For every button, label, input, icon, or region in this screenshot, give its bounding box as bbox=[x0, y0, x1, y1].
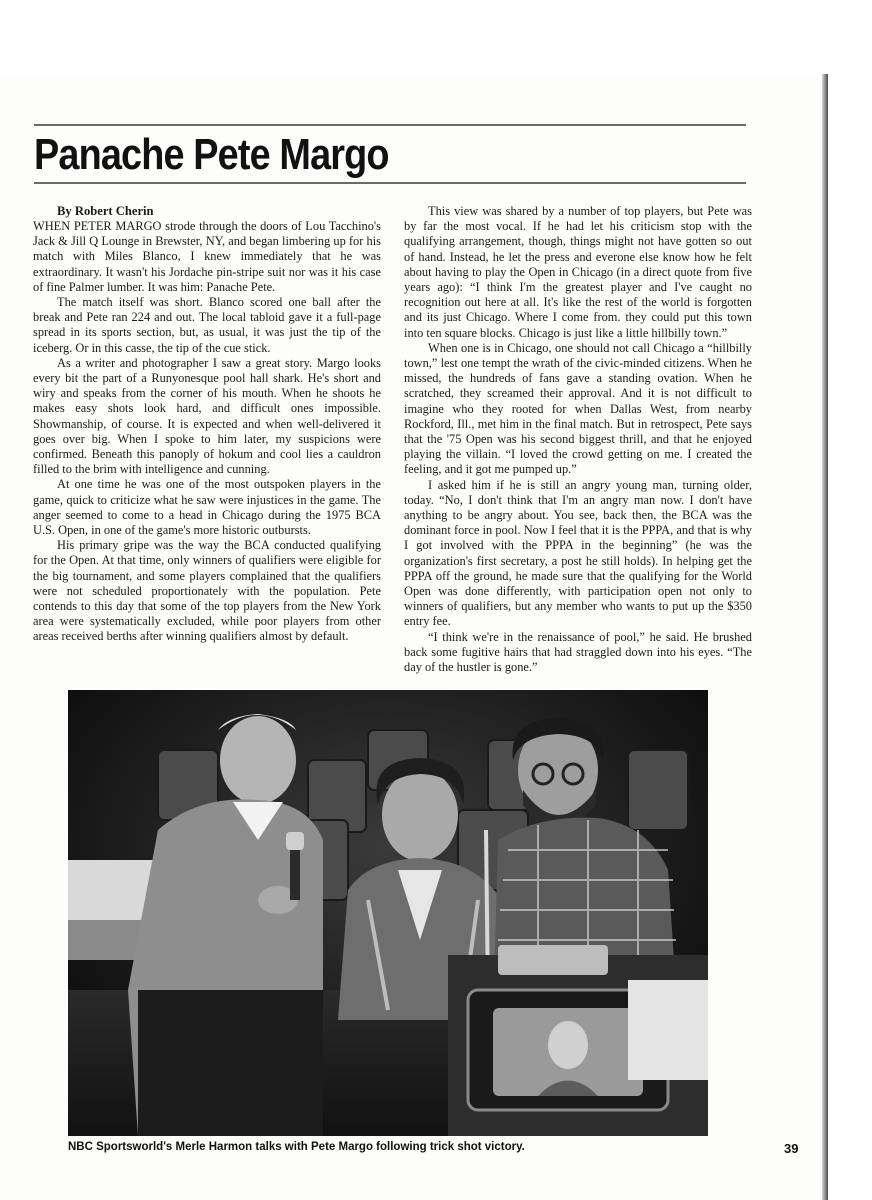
interview-photo-illustration bbox=[68, 690, 708, 1136]
article-paragraph: This view was shared by a number of top players, but Pete was by far the most vocal. If he had let his criticism stop with the qualifying arrangement, though, things might not have gotten so out of hand. Instead, he let the press and everone else know how he felt about having to play the Open in Chicago (in a direct quote from five years ago): “I think I'm the greatest player and I've caught no recognition out here at all. It's like the rest of the world is forgotten and its just Chicago. Where I come from. they could put this town into ten square blocks. Chicago is just like a little hillbilly town.” bbox=[404, 204, 752, 340]
article-paragraph: I asked him if he is still an angry young man, turning older, today. “No, I don't think that I'm an angry man now. I don't have anything to be angry about. You see, back then, the BCA was the dominant force in pool. Now I feel that it is the PPPA, and that is why I got involved with the PPPA in the beginning” (he was the organization's first secretary, a post he still holds). In helping get the PPPA off the ground, he made sure that the qualifying for the World Open was done differently, with participation open not only to winners of qualifiers, but any member who wants to put up the $350 entry fee. bbox=[404, 477, 752, 629]
photo-caption: NBC Sportsworld's Merle Harmon talks with Pete Margo following trick shot victory. bbox=[68, 1141, 525, 1153]
article-paragraph: “I think we're in the renaissance of pool,” he said. He brushed back some fugitive hairs that had straggled down into his eyes. “The day of the hustler is gone.” bbox=[404, 629, 752, 675]
page-edge-background bbox=[828, 74, 872, 1200]
page-number: 39 bbox=[784, 1141, 799, 1156]
article-paragraph: The match itself was short. Blanco scored one ball after the break and Pete ran 224 and out. The local tabloid gave it a full-page spread in its sports section, but, as usual, it was just the tip of the iceberg. Or in this casse, the tip of the cue stick. bbox=[33, 295, 381, 355]
article-title: Panache Pete Margo bbox=[34, 130, 389, 179]
article-paragraph: At one time he was one of the most outspoken players in the game, quick to criticize what he saw were injustices in the game. The anger seemed to come to a head in Chicago during the 1975 BCA U.S. Open, in one of the game's more historic outbursts. bbox=[33, 477, 381, 538]
headline-rule-bottom bbox=[34, 182, 746, 184]
headline-rule-top bbox=[34, 124, 746, 126]
article-paragraph: WHEN PETER MARGO strode through the doors of Lou Tacchino's Jack & Jill Q Lounge in Brewster, NY, and began limbering up for his match with Miles Blanco, I knew immediately that he was extraordinary. It wasn't his Jordache pin-stripe suit nor was it his case of fine Palmer lumber. It was him: Panache Pete. bbox=[33, 219, 381, 294]
article-column-left bbox=[33, 204, 381, 645]
article-paragraph: When one is in Chicago, one should not call Chicago a “hillbilly town,” lest one tempt the wrath of the civic-minded citizens. When he missed, the hundreds of fans gave a standing ovation. When he scratched, they screamed their approval. And it is not difficult to imagine who they rooted for when Dallas West, from nearby Rockford, Ill., met him in the final match. But in retrospect, Pete says that the '75 Open was his second biggest thrill, and that he enjoyed playing the villain. “I loved the crowd getting on me. I created the feeling, and it got me pumped up.” bbox=[404, 340, 752, 477]
byline: By Robert Cherin bbox=[57, 204, 154, 218]
article-paragraph: As a writer and photographer I saw a great story. Margo looks every bit the part of a Runyonesque pool hall shark. He's short and wiry and speaks from the corner of his mouth. When he shoots he makes easy shots look hard, and difficult ones impossible. Showmanship, of course. It is expected and when well-delivered it goes over big. When I spoke to him later, my suspicions were confirmed. Beneath this panoply of hokum and cool lies a cauldron filled to the brim with intelligence and cunning. bbox=[33, 355, 381, 477]
interview-photo bbox=[68, 690, 708, 1136]
article-column-right bbox=[404, 204, 752, 675]
article-paragraph: His primary gripe was the way the BCA conducted qualifying for the Open. At that time, only winners of qualifiers were eligible for the big tournament, and some players complained that the qualifiers were not scheduled proportionately with the population. Pete contends to this day that some of the top players from the New York area were systematically excluded, while poor players from other areas received berths after winning qualifiers almost by default. bbox=[33, 538, 381, 644]
